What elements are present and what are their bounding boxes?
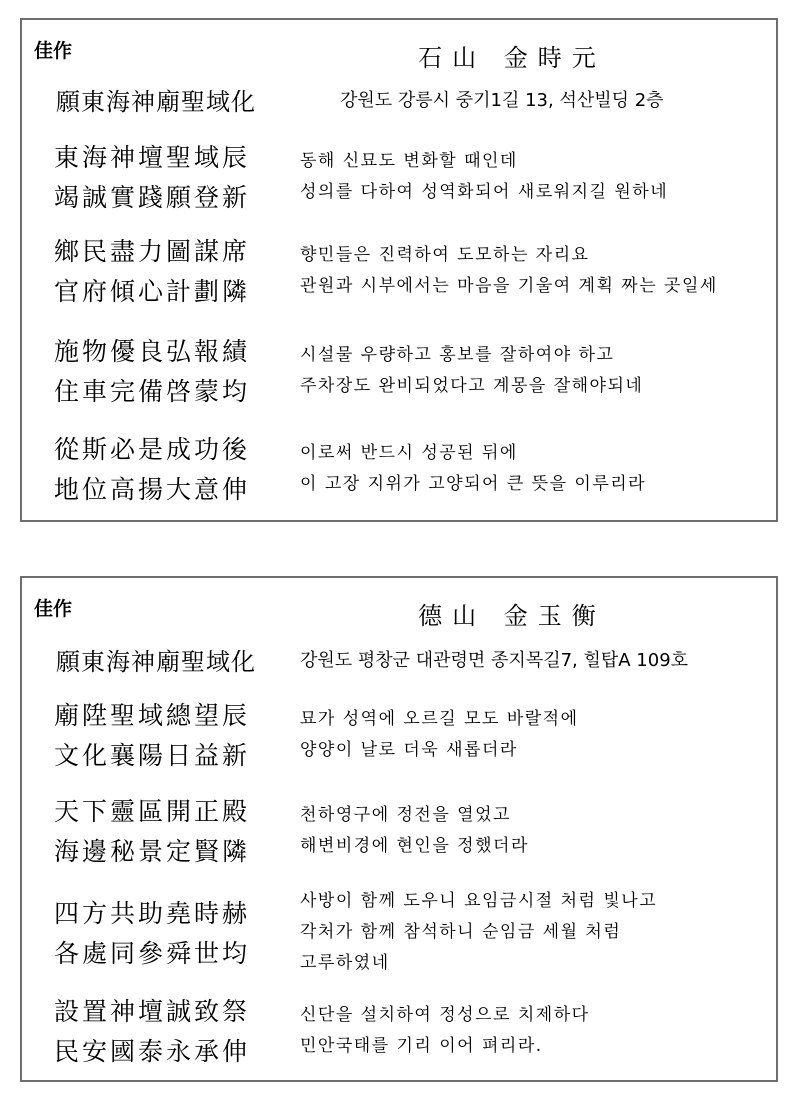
translation-line: 이로써 반드시 성공된 뒤에 bbox=[300, 443, 518, 463]
hanja-line: 各處同參舜世均 bbox=[54, 939, 251, 968]
korean-translation bbox=[300, 240, 718, 302]
hanja-line: 四方共助堯時赫 bbox=[54, 899, 251, 928]
korean-translation bbox=[300, 146, 668, 208]
korean-translation bbox=[300, 800, 529, 862]
hanja-couplet bbox=[54, 894, 250, 974]
author-name: 德山 金玉衡 bbox=[418, 602, 606, 630]
korean-translation bbox=[300, 438, 646, 500]
hanja-line: 海邊秘景定賢隣 bbox=[54, 837, 251, 866]
hanja-couplet bbox=[54, 232, 250, 312]
translation-line: 천하영구에 정전을 열었고 bbox=[300, 805, 511, 825]
translation-line: 동해 신묘도 변화할 때인데 bbox=[300, 151, 518, 171]
translation-line: 주차장도 완비되었다고 계몽을 잘해야되네 bbox=[300, 376, 644, 396]
translation-line: 이 고장 지위가 고양되어 큰 뜻을 이루리라 bbox=[300, 474, 647, 494]
author-address: 강원도 강릉시 중기1길 13, 석산빌딩 2층 bbox=[340, 90, 664, 111]
translation-line: 신단을 설치하여 정성으로 치제하다 bbox=[300, 1005, 590, 1025]
hanja-couplet bbox=[54, 430, 250, 510]
author-name: 石山 金時元 bbox=[418, 44, 606, 72]
hanja-line: 設置神壇誠致祭 bbox=[54, 997, 251, 1026]
translation-line: 해변비경에 현인을 정했더라 bbox=[300, 836, 529, 856]
hanja-couplet bbox=[54, 992, 250, 1072]
hanja-line: 竭誠實踐願登新 bbox=[54, 183, 251, 212]
author-address: 강원도 평창군 대관령면 종지목길7, 힐탑A 109호 bbox=[300, 650, 689, 671]
translation-line: 사방이 함께 도우니 요임금시절 처럼 빛나고 bbox=[300, 891, 658, 911]
hanja-line: 天下靈區開正殿 bbox=[54, 797, 251, 826]
award-badge: 佳作 bbox=[34, 40, 73, 62]
hanja-line: 廟陞聖域總望辰 bbox=[54, 701, 251, 730]
hanja-couplet bbox=[54, 792, 250, 872]
hanja-line: 地位高揚大意伸 bbox=[54, 475, 251, 504]
translation-line: 양양이 날로 더욱 새롭더라 bbox=[300, 740, 518, 760]
hanja-line: 住車完備啓蒙均 bbox=[54, 377, 251, 406]
poem-card-2 bbox=[20, 576, 778, 1082]
korean-translation bbox=[300, 886, 657, 979]
award-badge: 佳作 bbox=[34, 598, 73, 620]
hanja-couplet bbox=[54, 696, 250, 776]
hanja-line: 民安國泰永承伸 bbox=[54, 1037, 251, 1066]
translation-line: 향민들은 진력하여 도모하는 자리요 bbox=[300, 245, 590, 265]
hanja-line: 施物優良弘報績 bbox=[54, 337, 251, 366]
hanja-line: 鄉民盡力圖謀席 bbox=[54, 237, 251, 266]
hanja-couplet bbox=[54, 332, 250, 412]
translation-line: 관원과 시부에서는 마음을 기울여 계획 짜는 곳일세 bbox=[300, 276, 718, 296]
poem-theme: 願東海神廟聖域化 bbox=[56, 88, 256, 116]
hanja-couplet bbox=[54, 138, 250, 218]
hanja-line: 文化襄陽日益新 bbox=[54, 741, 251, 770]
translation-line: 각처가 함께 참석하니 순임금 세월 처럼 bbox=[300, 922, 622, 942]
translation-line: 시설물 우량하고 홍보를 잘하여야 하고 bbox=[300, 345, 615, 365]
poem-theme: 願東海神廟聖域化 bbox=[56, 648, 256, 676]
translation-line: 묘가 성역에 오르길 모도 바랄적에 bbox=[300, 709, 579, 729]
korean-translation bbox=[300, 1000, 590, 1062]
poem-card-1 bbox=[20, 18, 778, 522]
hanja-line: 東海神壇聖域辰 bbox=[54, 143, 251, 172]
korean-translation bbox=[300, 340, 643, 402]
translation-line: 성의를 다하여 성역화되어 새로워지길 원하네 bbox=[300, 182, 669, 202]
hanja-line: 官府傾心計劃隣 bbox=[54, 277, 251, 306]
translation-line: 민안국태를 기리 이어 펴리라. bbox=[300, 1036, 543, 1056]
hanja-line: 從斯必是成功後 bbox=[54, 435, 251, 464]
translation-line: 고루하였네 bbox=[300, 953, 390, 973]
korean-translation bbox=[300, 704, 579, 766]
